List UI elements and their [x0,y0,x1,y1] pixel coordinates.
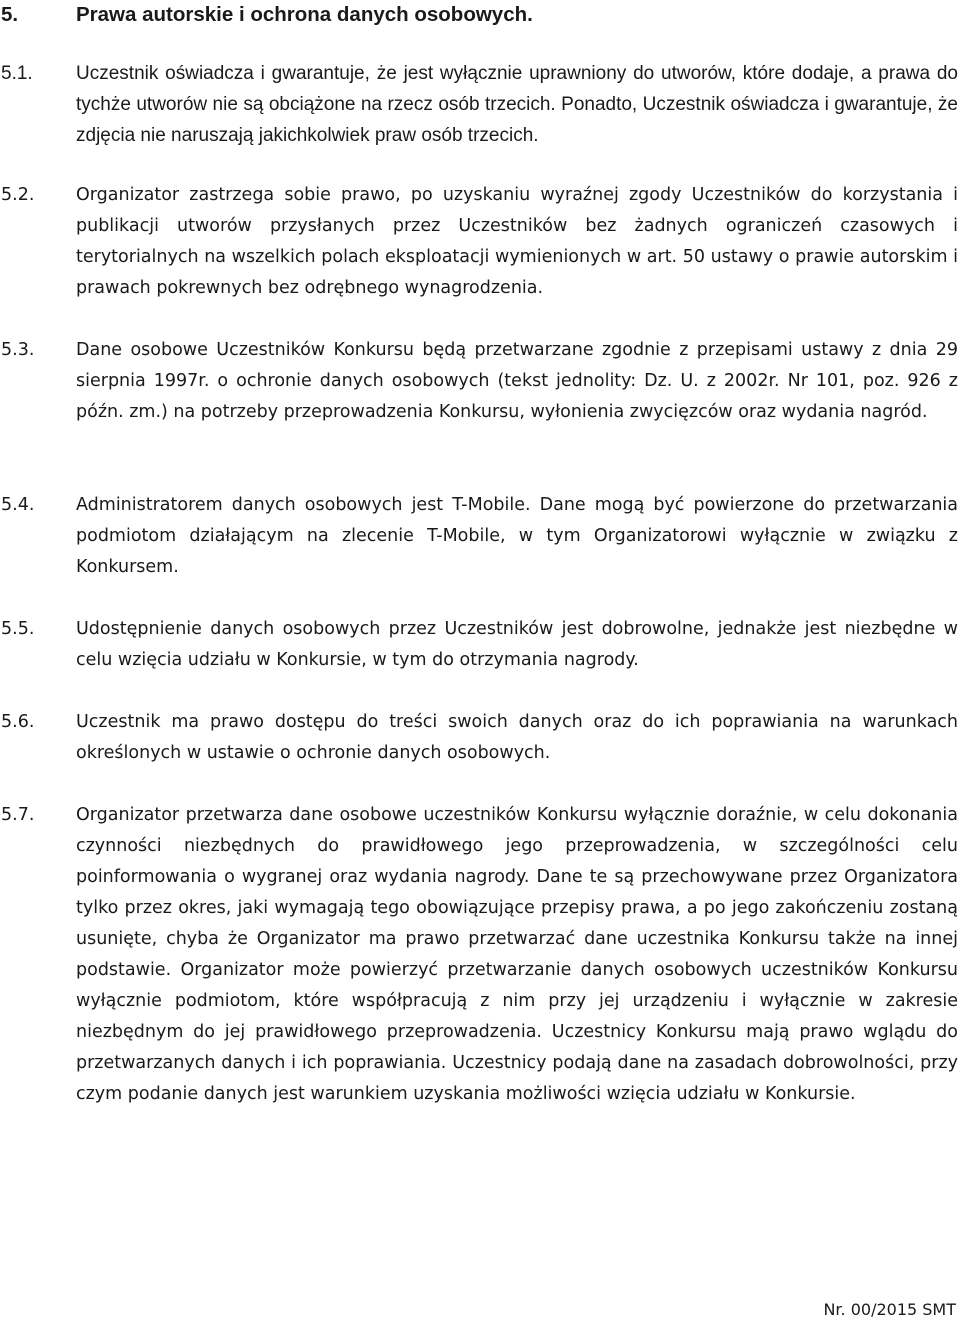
paragraph-number: 5.1. [1,63,33,84]
document-footer: Nr. 00/2015 SMT [823,1300,956,1319]
paragraph-text [76,58,958,151]
paragraph-number: 5.7. [1,805,35,825]
section-number: 5. [1,3,19,26]
paragraph-text: Organizator przetwarza dane osobowe uczestników Konkursu wyłącznie doraźnie, w celu dokonania czynności niezbędnych do prawidłowego jego przeprowadzenia, w szczególności celu poinformowania o wygranej oraz wydania nagrody. Dane te są przechowywane przez Organizatora tylko przez okres, jaki wymagają tego obowiązujące przepisy prawa, a po jego zakończeniu zostaną usunięte, chyba że Organizator ma prawo przetwarzać dane uczestnika Konkursu także na innej podstawie. Organizator może powierzyć przetwarzanie danych osobowych uczestników Konkursu wyłącznie podmiotom, które współpracują z nim przy jej urządzeniu i wyłącznie w zakresie niezbędnym do jej prawidłowego przeprowadzenia. Uczestnicy Konkursu mają prawo wglądu do przetwarzanych danych i ich poprawiania. Uczestnicy podają dane na zasadach dobrowolności, przy czym podanie danych jest warunkiem uzyskania możliwości wzięcia udziału w Konkursie. [76,805,958,1104]
paragraph-text-part: Uczestnik oświadcza i gwarantuje, że jest wyłącznie uprawniony do utworów, które dodaje, a prawa do tychże utworów nie są obciążone na rzecz osób trzecich. [76,63,958,115]
paragraph-text [76,180,958,304]
paragraph-number: 5.2. [1,185,35,205]
paragraph-text: Administratorem danych osobowych jest T-Mobile. Dane mogą być powierzone do przetwarzania podmiotom działającym na zlecenie T-Mobile, w tym Organizatorowi wyłącznie w związku z Konkursem. [76,495,958,577]
paragraph-number: 5.5. [1,619,35,639]
paragraph-number: 5.3. [1,340,35,360]
paragraph-number: 5.6. [1,712,35,732]
section-heading [0,0,960,30]
paragraph-number: 5.4. [1,495,35,515]
paragraph-text: Uczestnik ma prawo dostępu do treści swoich danych oraz do ich poprawiania na warunkach określonych w ustawie o ochronie danych osobowych. [76,712,958,763]
paragraph-text: Udostępnienie danych osobowych przez Uczestników jest dobrowolne, jednakże jest niezbędne w celu wzięcia udziału w Konkursie, w tym do otrzymania nagrody. [76,619,958,670]
paragraph-text: Dane osobowe Uczestników Konkursu będą przetwarzane zgodnie z przepisami ustawy z dnia 29 sierpnia 1997r. o ochronie danych osobowych (tekst jednolity: Dz. U. z 2002r. Nr 101, poz. 926 z późn. zm.) na potrzeby przeprowadzenia Konkursu, wyłonienia zwycięzców oraz wydania nagród. [76,340,958,422]
paragraph-text-part: Organizator zastrzega sobie prawo, po uzyskaniu wyraźnej zgody Uczestników do korzystania i publikacji utworów przysłanych przez Uczestników bez żadnych ograniczeń czasowych i terytorialnych na wszelkich polach eksploatacji wymienionych w art. [76,185,958,267]
paragraph-text-part: 50 ustawy o prawie autorskim i prawach pokrewnych bez odrębnego wynagrodzenia. [76,247,958,298]
section-title: Prawa autorskie i ochrona danych osobowych. [76,3,533,26]
paragraph-text-part: Ponadto, Uczestnik oświadcza i gwarantuje, że zdjęcia nie naruszają jakichkolwiek praw osób trzecich. [76,94,958,146]
